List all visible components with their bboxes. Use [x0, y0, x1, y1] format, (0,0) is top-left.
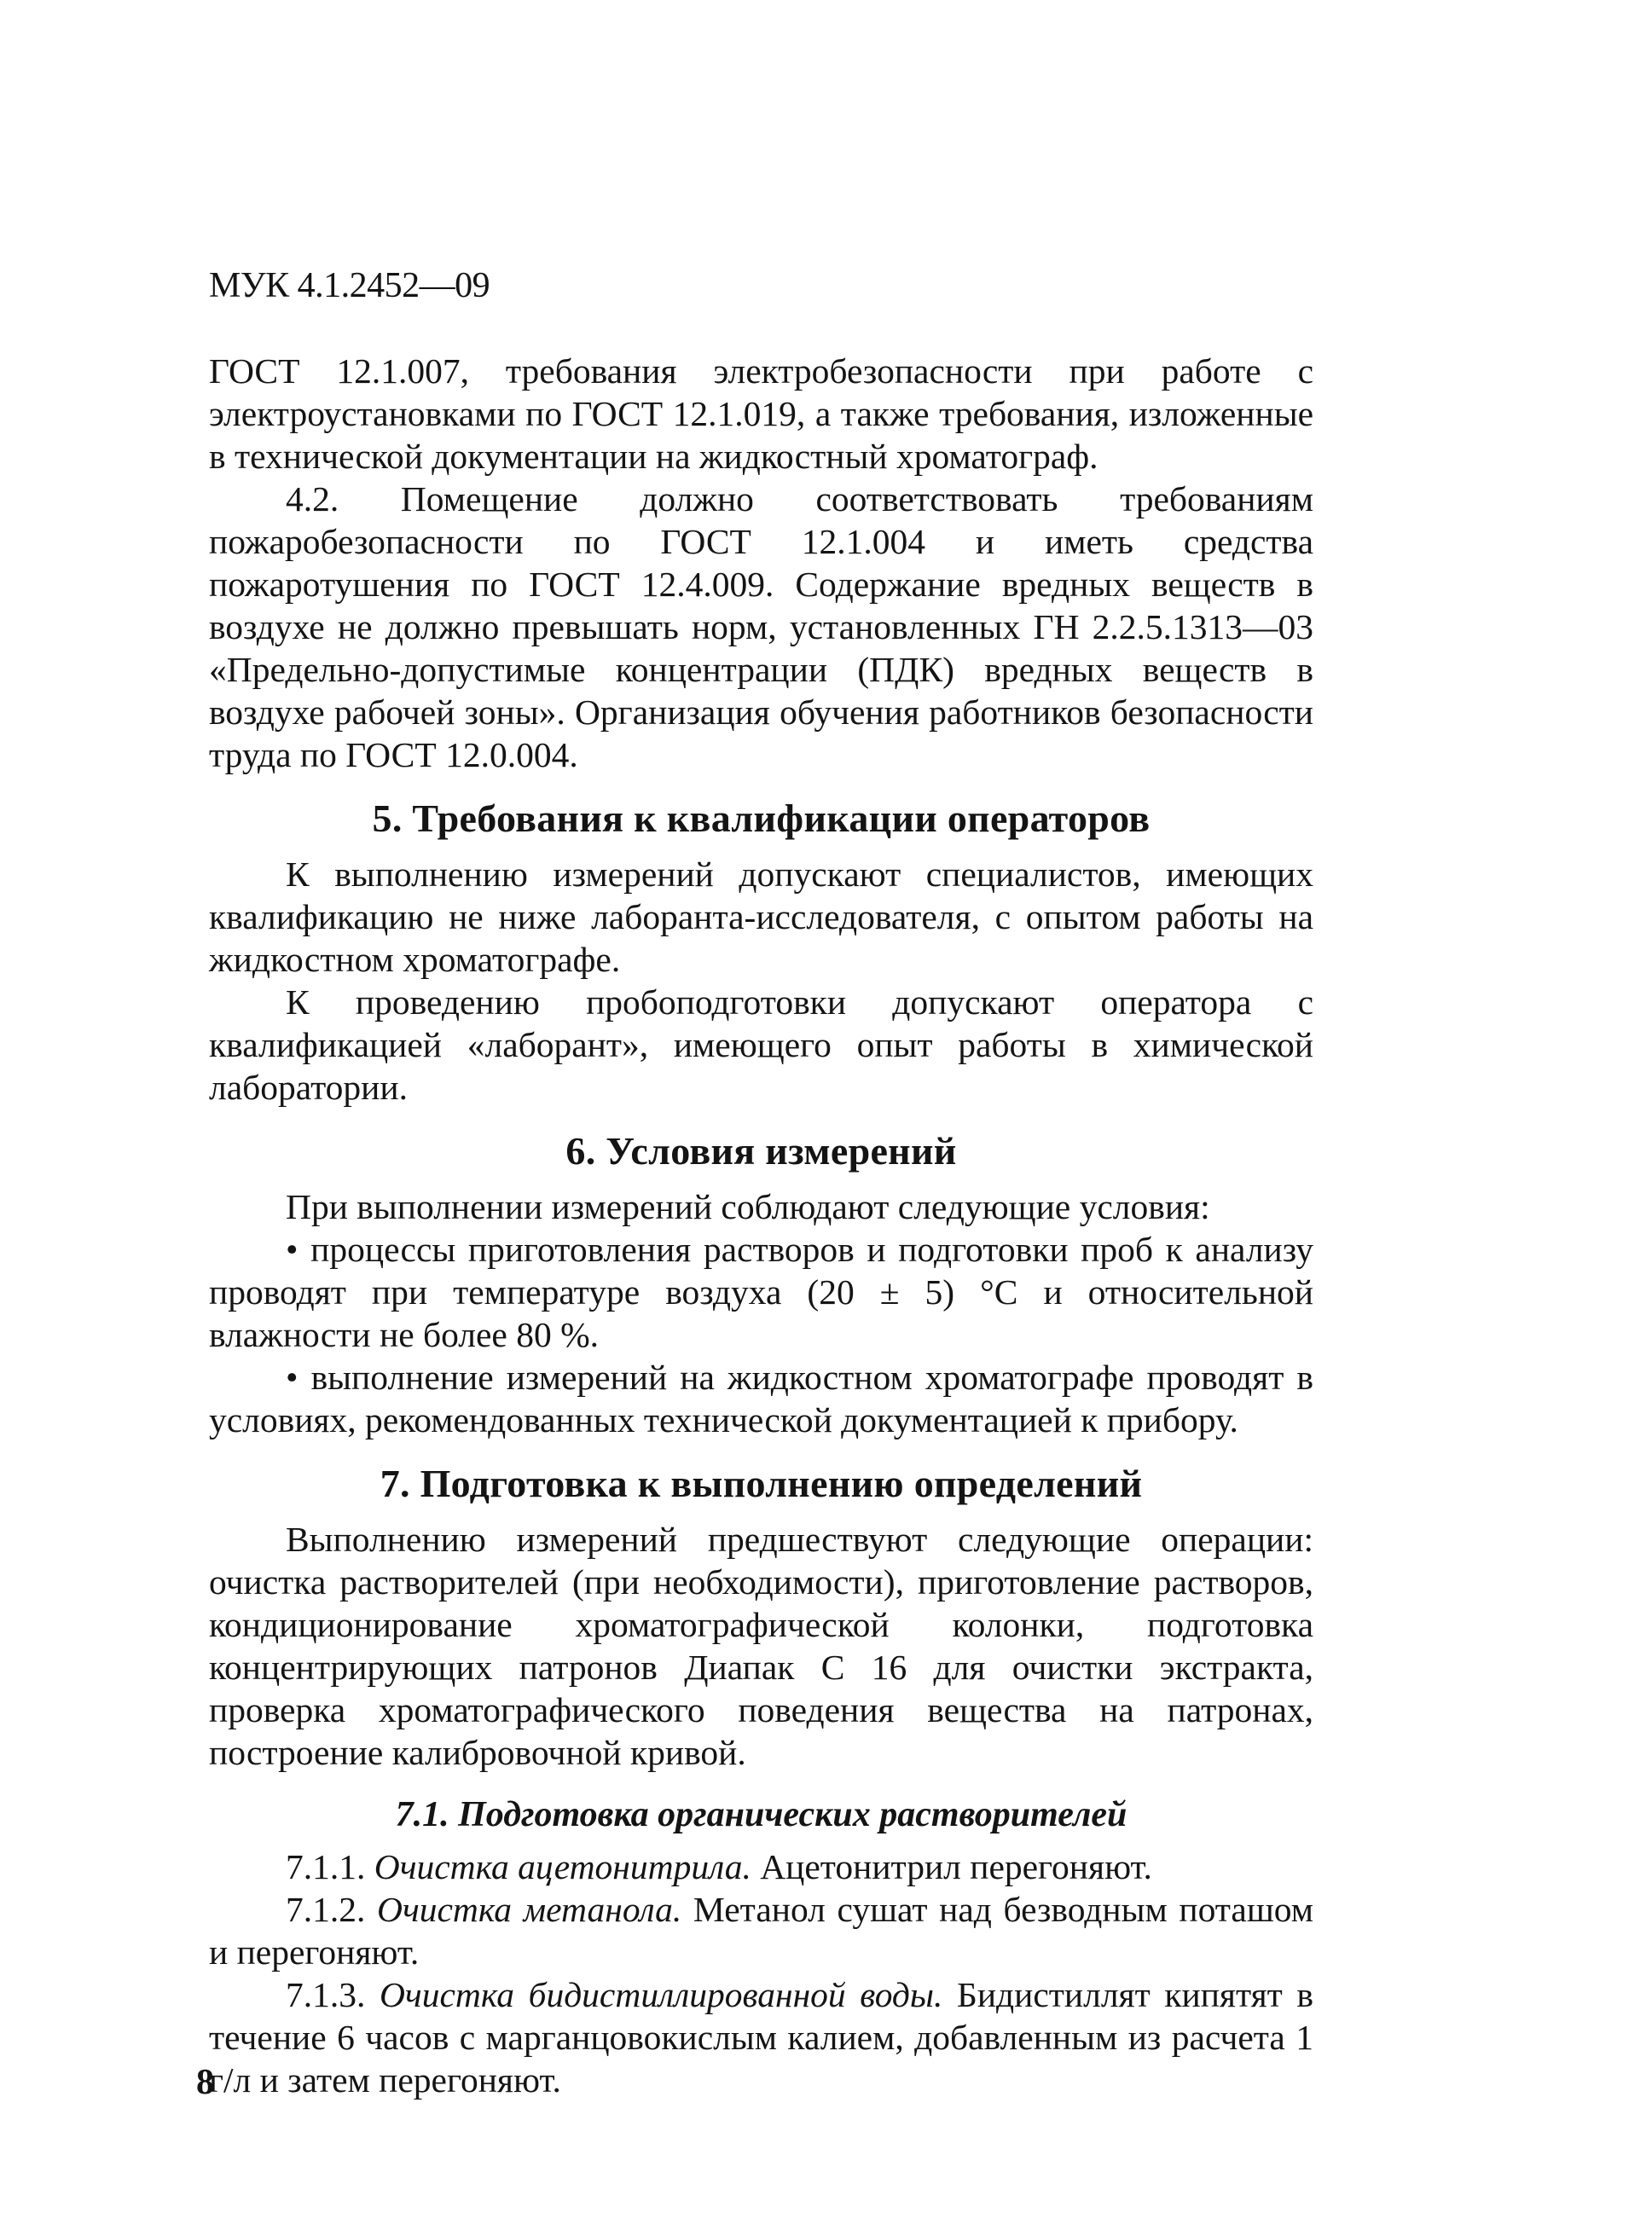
section-5-paragraph-1: К выполнению измерений допускают специалистов, имеющих квалификацию не ниже лаборанта-исследователя, с опытом работы на жидкостном хроматографе. — [209, 854, 1313, 980]
document-page — [209, 264, 1313, 2101]
subsection-7-1-title: 7.1. Подготовка органических растворителей — [395, 1795, 1127, 1835]
section-6-bullet-2: • выполнение измерений на жидкостном хроматографе проводят в условиях, рекомендованных технической документацией к прибору. — [209, 1356, 1313, 1441]
item-text: Метанол сушат над безводным поташом и перегоняют. — [209, 1890, 1314, 1972]
item-7-1-2 — [209, 1888, 1313, 1973]
section-5-title: 5. Требования к квалификации операторов — [372, 797, 1151, 841]
item-7-1-3 — [209, 1973, 1313, 2101]
item-text: Ацетонитрил перегоняют. — [760, 1847, 1152, 1887]
item-term: Очистка бидистиллированной воды. — [379, 1975, 943, 2015]
section-5-paragraph-2: К проведению пробоподготовки допускают оператора с квалификацией «лаборант», имеющего опыт работы в химической лаборатории. — [209, 982, 1313, 1108]
section-6-title: 6. Условия измерений — [565, 1129, 957, 1173]
document-header: МУК 4.1.2452—09 — [209, 266, 490, 305]
item-term: Очистка метанола. — [377, 1890, 682, 1930]
paragraph-intro-2: 4.2. Помещение должно соответствовать требованиям пожаробезопасности по ГОСТ 12.1.004 и иметь средства пожаротушения по ГОСТ 12.4.009. Содержание вредных веществ в воздухе не должно превышать норм, установленных ГН 2.2.5.1313—03 «Предельно-допустимые концентрации (ПДК) вредных веществ в воздухе рабочей зоны». Организация обучения работников безопасности труда по ГОСТ 12.0.004. — [209, 479, 1313, 775]
section-6-intro: При выполнении измерений соблюдают следующие условия: — [286, 1187, 1210, 1227]
page-number: 8 — [196, 2063, 214, 2102]
paragraph-intro-1: ГОСТ 12.1.007, требования электробезопасности при работе с электроустановками по ГОСТ 12.1.019, а также требования, изложенные в технической документации на жидкостный хроматограф. — [209, 351, 1313, 477]
item-number: 7.1.3. — [286, 1975, 366, 2015]
item-text: Бидистиллят кипятят в течение 6 часов с марганцовокислым калием, добавленным из расчета 1 г/л и затем перегоняют. — [209, 1975, 1313, 2100]
section-6-bullet-1: • процессы приготовления растворов и подготовки проб к анализу проводят при температуре воздуха (20 ± 5) °С и относительной влажности не более 80 %. — [209, 1228, 1313, 1356]
item-term: Очистка ацетонитрила. — [374, 1847, 751, 1887]
item-7-1-1 — [209, 1845, 1313, 1888]
section-7-paragraph-1: Выполнению измерений предшествуют следующие операции: очистка растворителей (при необходимости), приготовление растворов, кондиционирование хроматографической колонки, подготовка концентрирующих патронов Диапак С 16 для очистки экстракта, проверка хроматографического поведения вещества на патронах, построение калибровочной кривой. — [209, 1520, 1313, 1773]
item-number: 7.1.2. — [286, 1890, 366, 1930]
item-number: 7.1.1. — [286, 1847, 366, 1887]
section-7-title: 7. Подготовка к выполнению определений — [380, 1462, 1143, 1506]
